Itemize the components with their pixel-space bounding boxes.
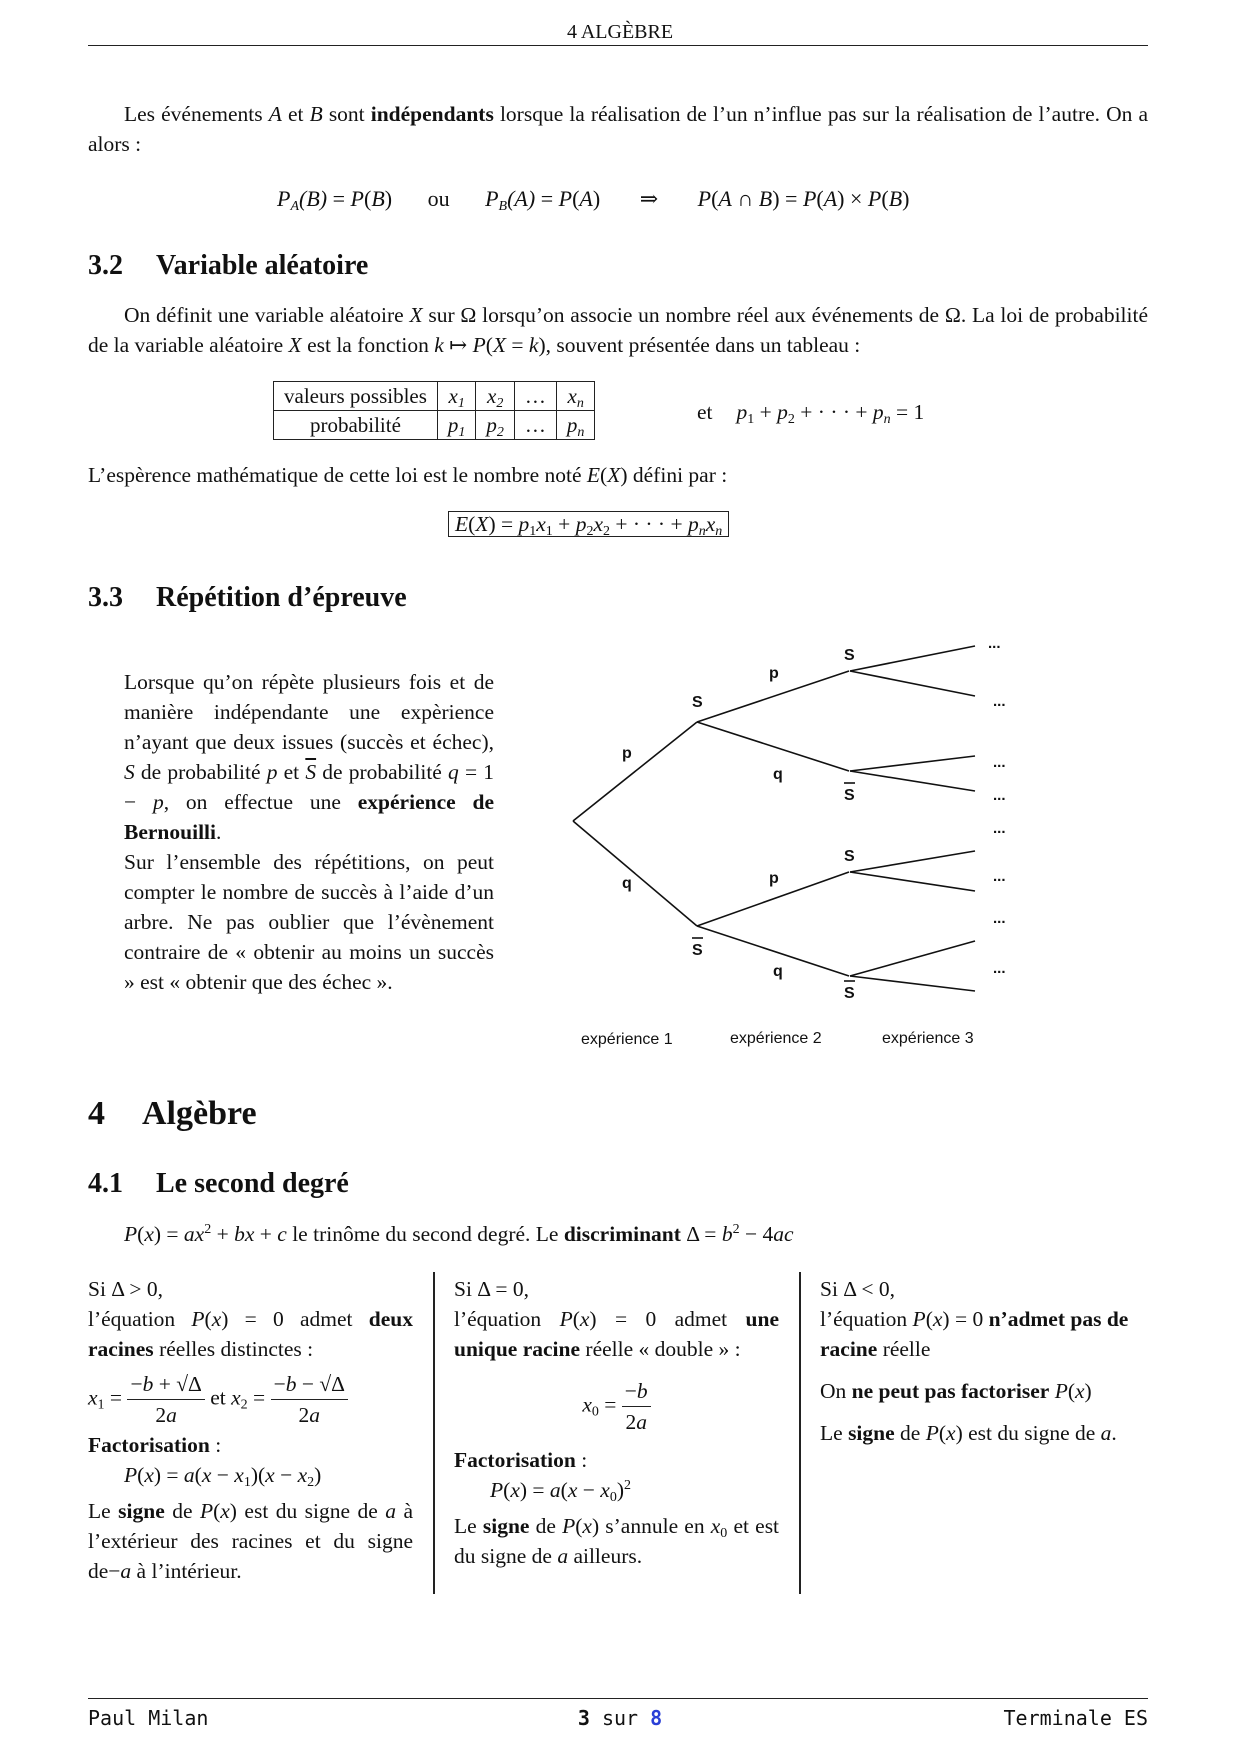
experience-label-2: expérience 2: [730, 1030, 822, 1047]
probability-law-table: valeurs possibles $x_1$ $x_2$ … $x_n$ probabilité $p_1$ $p_2$ … $p_n$: [273, 381, 595, 440]
column-divider: [799, 1272, 801, 1594]
branch-prob-q: q: [773, 766, 783, 783]
table-row-label: valeurs possibles: [274, 382, 438, 411]
experience-label-1: expérience 1: [581, 1031, 673, 1048]
continuation-dots: ...: [988, 635, 1001, 652]
footer-rule: [88, 1698, 1148, 1699]
experience-label-3: expérience 3: [882, 1030, 974, 1047]
section-3-3-heading: 3.3 Répétition d’épreuve: [88, 582, 407, 613]
running-header: 4 ALGÈBRE: [566, 21, 674, 43]
table-row-label: probabilité: [274, 411, 438, 440]
section-3-2-heading: 3.2 Variable aléatoire: [88, 250, 369, 281]
continuation-dots: ...: [993, 787, 1006, 804]
probability-sum: et $p_1 + p_2$ + · · · + $p_n = 1$: [697, 400, 925, 427]
case-delta-zero: Si Δ = 0, l’équation P(x) = 0 admet une unique racine réelle « double » : $x_0$ = $\frac{-b}{2a}$ Factorisation : $P(x) = a(x - x_0)^2$ Le signe de P(x) s’annule en $x_0$ et est du signe de a ailleurs.: [454, 1277, 780, 1568]
continuation-dots: ...: [993, 910, 1006, 927]
discriminant-intro: $P(x) = ax^2$ + bx + c le trinôme du second degré. Le discriminant $\Delta = b^2 - 4ac$: [124, 1222, 794, 1246]
expectation-formula: $E(X) = p_1x_1 + p_2x_2$ + · · · + $p_nx_n$: [448, 509, 729, 539]
column-divider: [433, 1272, 435, 1594]
expectation-paragraph: L’espèrence mathématique de cette loi est le nombre noté E(X) défini par :: [88, 463, 728, 487]
bernoulli-paragraph: Lorsque qu’on répète plusieurs fois et de manière indépendante une expèrience n’ayant que deux issues (succès et échec), S de probabilité p et $\overline{S}$ de probabilité q = 1 − p, on effectue une expérience de Bernouilli. Sur l’ensemble des répétitions, on peut compter le nombre de succès à l’aide d’un arbre. Ne pas oublier que l’évènement contraire de « obtenir au moins un succès » est « obtenir que des échec ».: [124, 670, 494, 994]
node-label-S: S: [844, 848, 855, 865]
section-4-heading: 4 Algèbre: [88, 1095, 257, 1132]
continuation-dots: ...: [993, 960, 1006, 977]
branch-root-Sbar: [573, 821, 697, 926]
footer-author: Paul Milan: [88, 1706, 209, 1730]
node-label-S: S: [692, 694, 703, 711]
node-label-S: S: [844, 647, 855, 664]
continuation-dots: ...: [993, 868, 1006, 885]
branch-prob-q: q: [773, 963, 783, 980]
probability-tree: [560, 635, 1006, 1050]
footer-page-number: 3 sur 8: [577, 1706, 663, 1730]
node-label-Sbar: S: [692, 942, 703, 959]
branch-prob-q: q: [622, 875, 632, 892]
random-variable-paragraph: On définit une variable aléatoire X sur Ω lorsqu’on associe un nombre réel aux événements de Ω. La loi de probabilité de la variable aléatoire X est la fonction k ↦ P(X = k), souvent présentée dans un tableau :: [88, 303, 1149, 357]
footer-class: Terminale ES: [1003, 1706, 1148, 1730]
branch-prob-p: p: [769, 870, 779, 887]
header-rule: [88, 45, 1148, 46]
continuation-dots: ...: [993, 820, 1006, 837]
branch-root-S: [573, 722, 697, 821]
independence-paragraph: Les événements A et B sont indépendants lorsque la réalisation de l’un n’influe pas sur la réalisation de l’autre. On a alors :: [88, 102, 1149, 156]
node-label-Sbar: S: [844, 985, 855, 1002]
branch-S-Sbar: [697, 722, 849, 771]
independence-formula: $P_A(B) = P(B)$ ou $P_B(A) = P(A)$ ⇒ P(A ∩ B) = P(A) × P(B): [277, 186, 910, 214]
branch-prob-p: p: [622, 745, 632, 762]
branch-prob-p: p: [769, 665, 779, 682]
node-label-Sbar: S: [844, 787, 855, 804]
case-delta-negative: Si Δ < 0, l’équation P(x) = 0 n’admet pas de racine réelle On ne peut pas factoriser P(x) Le signe de P(x) est du signe de a.: [820, 1277, 1129, 1445]
section-4-1-heading: 4.1 Le second degré: [88, 1168, 349, 1199]
case-delta-positive: Si Δ > 0, l’équation P(x) = 0 admet deux racines réelles distinctes : $x_1$ = $\frac{-b + √\Delta}{2a}$ et $x_2$ = $\frac{-b - √\Delta}{2a}$ Factorisation : $P(x) = a(x - x_1)(x - x_2)$ Le signe de P(x) est du signe de a à l’extérieur des racines et du signe de−a à l’intérieur.: [88, 1277, 414, 1583]
continuation-dots: ...: [993, 693, 1006, 710]
continuation-dots: ...: [993, 754, 1006, 771]
